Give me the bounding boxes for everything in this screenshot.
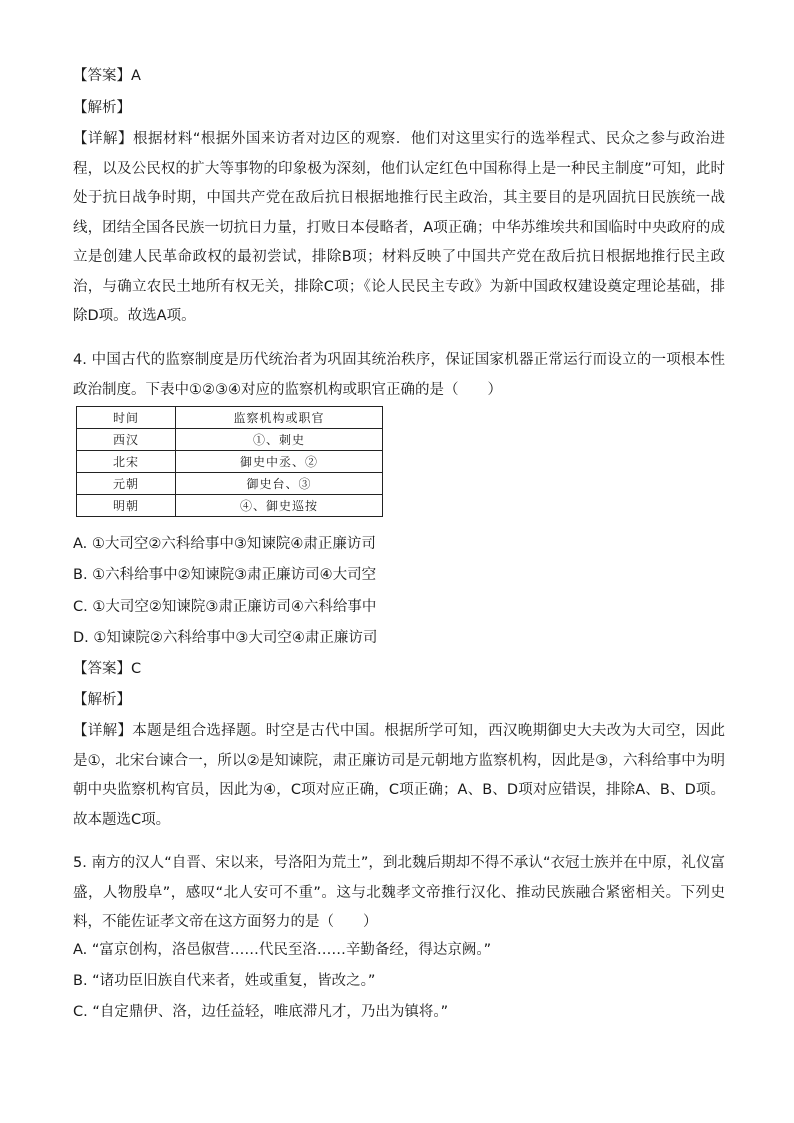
- table-header: 监察机构或职官: [176, 407, 383, 429]
- table-row: [77, 429, 383, 451]
- table-cell: 元朝: [77, 473, 176, 495]
- table-header-row: [77, 407, 383, 429]
- q4-answer: 【答案】C: [73, 661, 142, 677]
- q3-detail: 【详解】根据材料“根据外国来访者对边区的观察．他们对这里实行的选举程式、民众之参与政治进程，以及公民权的扩大等事物的印象极为深刻，他们认定红色中国称得上是一种民主制度”可知，此时处于抗日战争时期，中国共产党在敌后抗日根据地推行民主政治，其主要目的是巩固抗日民族统一战线，团结全国各民族一切抗日力量，打败日本侵略者，A项正确；中华苏维埃共和国临时中央政府的成立是创建人民革命政权的最初尝试，排除B项；材料反映了中国共产党在敌后抗日根据地推行民主政治，与确立农民土地所有权无关，排除C项；《论人民民主专政》为新中国政权建设奠定理论基础，排除D项。故选A项。: [73, 131, 725, 324]
- table-cell: 御史中丞、②: [176, 451, 383, 473]
- q4-analysis-label: 【解析】: [73, 692, 131, 708]
- table-cell: 西汉: [77, 429, 176, 451]
- table-header: 时间: [77, 407, 176, 429]
- q5-option-a: A. “富京创构，洛邑俶营……代民至洛……辛勤备经，得达京阙。”: [73, 942, 492, 958]
- q5-stem: 5. 南方的汉人“自晋、宋以来，号洛阳为荒土”，到北魏后期却不得不承认“衣冠士族并在中原，礼仪富盛，人物殷阜”，感叹“北人安可不重”。这与北魏孝文帝推行汉化、推动民族融合紧密相关。下列史料，不能佐证孝文帝在这方面努力的是（ ）: [73, 855, 725, 930]
- table-row: [77, 473, 383, 495]
- q4-option-b: B. ①六科给事中②知谏院③肃正廉访司④大司空: [73, 567, 377, 583]
- table-cell: 御史台、③: [176, 473, 383, 495]
- q4-option-a: A. ①大司空②六科给事中③知谏院④肃正廉访司: [73, 536, 376, 552]
- q4-stem: 4. 中国古代的监察制度是历代统治者为巩固其统治秩序，保证国家机器正常运行而设立的一项根本性政治制度。下表中①②③④对应的监察机构或职官正确的是（ ）: [73, 352, 725, 398]
- table-cell: ④、御史巡按: [176, 495, 383, 517]
- table-row: [77, 451, 383, 473]
- q4-option-d: D. ①知谏院②六科给事中③大司空④肃正廉访司: [73, 630, 378, 646]
- table-row: [77, 495, 383, 517]
- supervision-table: [76, 406, 383, 517]
- q4-option-c: C. ①大司空②知谏院③肃正廉访司④六科给事中: [73, 599, 377, 615]
- table-cell: 明朝: [77, 495, 176, 517]
- q3-analysis-label: 【解析】: [73, 100, 131, 116]
- q3-answer: 【答案】A: [73, 68, 141, 84]
- q4-detail: 【详解】本题是组合选择题。时空是古代中国。根据所学可知，西汉晚期御史大夫改为大司空，因此是①，北宋台谏合一，所以②是知谏院，肃正廉访司是元朝地方监察机构，因此是③，六科给事中为明朝中央监察机构官员，因此为④，C项对应正确，C项正确；A、B、D项对应错误，排除A、B、D项。故本题选C项。: [73, 723, 725, 828]
- q5-option-b: B. “诸功臣旧族自代来者，姓或重复，皆改之。”: [73, 973, 376, 989]
- q5-option-c: C. “自定鼎伊、洛，边任益轻，唯底滞凡才，乃出为镇将。”: [73, 1004, 449, 1020]
- table-cell: ①、刺史: [176, 429, 383, 451]
- table-cell: 北宋: [77, 451, 176, 473]
